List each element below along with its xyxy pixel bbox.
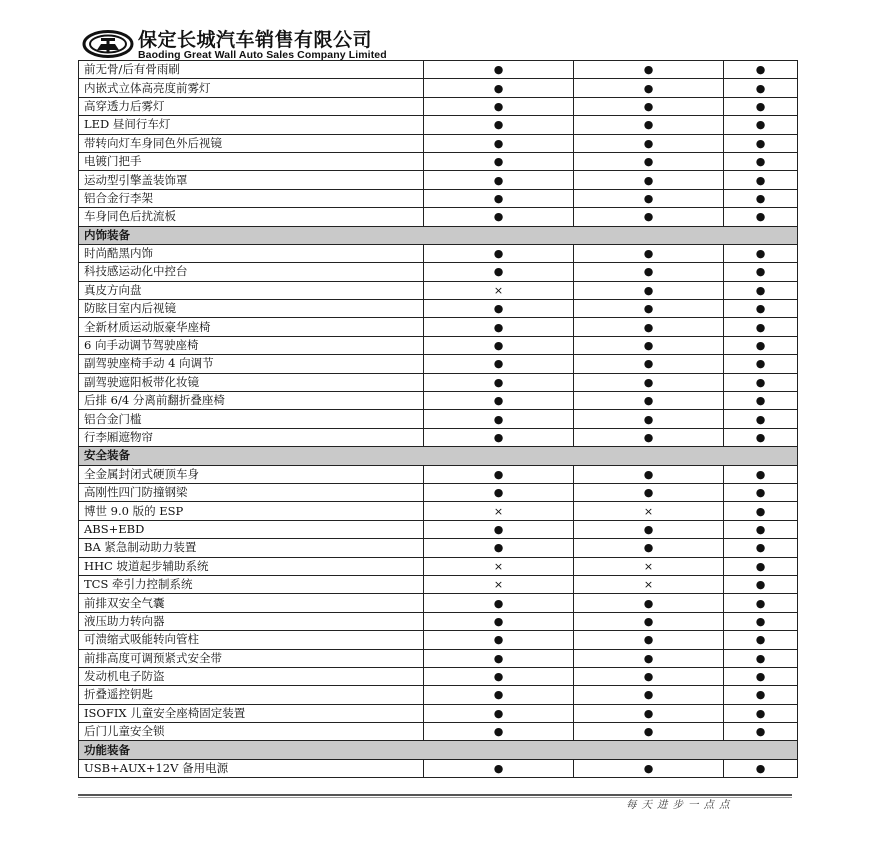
table-row bbox=[79, 300, 798, 318]
table-row bbox=[79, 263, 798, 281]
standard-mark: ● bbox=[424, 152, 574, 170]
table-row bbox=[79, 520, 798, 538]
table-row bbox=[79, 79, 798, 97]
page-header bbox=[82, 30, 387, 62]
table-row bbox=[79, 355, 798, 373]
feature-label: 发动机电子防盗 bbox=[79, 667, 424, 685]
feature-label: 前排双安全气囊 bbox=[79, 594, 424, 612]
standard-mark: ● bbox=[424, 649, 574, 667]
table-row bbox=[79, 152, 798, 170]
standard-mark: ● bbox=[574, 281, 724, 299]
feature-label: 车身同色后扰流板 bbox=[79, 208, 424, 226]
feature-label: 副驾驶座椅手动 4 向调节 bbox=[79, 355, 424, 373]
standard-mark: ● bbox=[724, 704, 798, 722]
standard-mark: ● bbox=[724, 428, 798, 446]
standard-mark: ● bbox=[574, 116, 724, 134]
standard-mark: ● bbox=[574, 520, 724, 538]
standard-mark: ● bbox=[424, 171, 574, 189]
company-name bbox=[138, 30, 387, 61]
standard-mark: ● bbox=[424, 116, 574, 134]
standard-mark: ● bbox=[424, 97, 574, 115]
standard-mark: ● bbox=[574, 152, 724, 170]
feature-label: 防眩目室内后视镜 bbox=[79, 300, 424, 318]
feature-label: 行李厢遮物帘 bbox=[79, 428, 424, 446]
section-header-row bbox=[79, 226, 798, 244]
standard-mark: ● bbox=[424, 667, 574, 685]
table-row bbox=[79, 723, 798, 741]
standard-mark: ● bbox=[424, 336, 574, 354]
standard-mark: ● bbox=[724, 300, 798, 318]
standard-mark: ● bbox=[724, 61, 798, 79]
feature-label: HHC 坡道起步辅助系统 bbox=[79, 557, 424, 575]
standard-mark: ● bbox=[724, 208, 798, 226]
standard-mark: ● bbox=[724, 336, 798, 354]
feature-label: 副驾驶遮阳板带化妆镜 bbox=[79, 373, 424, 391]
standard-mark: ● bbox=[574, 649, 724, 667]
table-row bbox=[79, 483, 798, 501]
standard-mark: ● bbox=[574, 263, 724, 281]
table-row bbox=[79, 281, 798, 299]
standard-mark: ● bbox=[724, 649, 798, 667]
not-available-mark: × bbox=[574, 557, 724, 575]
standard-mark: ● bbox=[424, 483, 574, 501]
table-row bbox=[79, 134, 798, 152]
standard-mark: ● bbox=[724, 465, 798, 483]
standard-mark: ● bbox=[724, 318, 798, 336]
standard-mark: ● bbox=[574, 79, 724, 97]
table-row bbox=[79, 704, 798, 722]
feature-label: 后门儿童安全锁 bbox=[79, 723, 424, 741]
feature-label: 电镀门把手 bbox=[79, 152, 424, 170]
standard-mark: ● bbox=[574, 392, 724, 410]
table-row bbox=[79, 61, 798, 79]
table-row bbox=[79, 428, 798, 446]
standard-mark: ● bbox=[574, 134, 724, 152]
standard-mark: ● bbox=[724, 502, 798, 520]
table-row bbox=[79, 612, 798, 630]
feature-label: 前无骨/后有骨雨刷 bbox=[79, 61, 424, 79]
standard-mark: ● bbox=[724, 244, 798, 262]
standard-mark: ● bbox=[724, 152, 798, 170]
standard-mark: ● bbox=[574, 483, 724, 501]
feature-label: 前排高度可调预紧式安全带 bbox=[79, 649, 424, 667]
feature-label: 后排 6/4 分离前翻折叠座椅 bbox=[79, 392, 424, 410]
standard-mark: ● bbox=[724, 594, 798, 612]
section-title: 功能装备 bbox=[79, 741, 798, 759]
standard-mark: ● bbox=[424, 612, 574, 630]
standard-mark: ● bbox=[724, 355, 798, 373]
table-row bbox=[79, 171, 798, 189]
standard-mark: ● bbox=[574, 355, 724, 373]
standard-mark: ● bbox=[724, 483, 798, 501]
feature-label: 博世 9.0 版的 ESP bbox=[79, 502, 424, 520]
standard-mark: ● bbox=[724, 263, 798, 281]
standard-mark: ● bbox=[424, 373, 574, 391]
standard-mark: ● bbox=[724, 520, 798, 538]
standard-mark: ● bbox=[574, 465, 724, 483]
standard-mark: ● bbox=[724, 686, 798, 704]
standard-mark: ● bbox=[724, 97, 798, 115]
standard-mark: ● bbox=[424, 465, 574, 483]
table-row bbox=[79, 539, 798, 557]
standard-mark: ● bbox=[724, 134, 798, 152]
standard-mark: ● bbox=[424, 61, 574, 79]
feature-label: USB+AUX+12V 备用电源 bbox=[79, 759, 424, 777]
standard-mark: ● bbox=[574, 686, 724, 704]
standard-mark: ● bbox=[424, 631, 574, 649]
standard-mark: ● bbox=[574, 189, 724, 207]
section-title: 内饰装备 bbox=[79, 226, 798, 244]
standard-mark: ● bbox=[574, 539, 724, 557]
spec-table-body bbox=[79, 61, 798, 778]
standard-mark: ● bbox=[724, 575, 798, 593]
table-row bbox=[79, 97, 798, 115]
standard-mark: ● bbox=[724, 392, 798, 410]
table-row bbox=[79, 318, 798, 336]
standard-mark: ● bbox=[574, 631, 724, 649]
feature-label: 液压助力转向器 bbox=[79, 612, 424, 630]
standard-mark: ● bbox=[424, 704, 574, 722]
standard-mark: ● bbox=[574, 410, 724, 428]
standard-mark: ● bbox=[574, 428, 724, 446]
standard-mark: ● bbox=[724, 171, 798, 189]
standard-mark: ● bbox=[424, 189, 574, 207]
standard-mark: ● bbox=[424, 263, 574, 281]
standard-mark: ● bbox=[724, 612, 798, 630]
table-row bbox=[79, 575, 798, 593]
great-wall-logo-icon bbox=[82, 30, 134, 58]
feature-label: 可溃缩式吸能转向管柱 bbox=[79, 631, 424, 649]
standard-mark: ● bbox=[574, 704, 724, 722]
table-row bbox=[79, 686, 798, 704]
feature-label: 6 向手动调节驾驶座椅 bbox=[79, 336, 424, 354]
company-name-en: Baoding Great Wall Auto Sales Company Limited bbox=[138, 49, 387, 61]
standard-mark: ● bbox=[424, 594, 574, 612]
section-title: 安全装备 bbox=[79, 447, 798, 465]
feature-label: 科技感运动化中控台 bbox=[79, 263, 424, 281]
table-row bbox=[79, 189, 798, 207]
feature-label: 真皮方向盘 bbox=[79, 281, 424, 299]
table-row bbox=[79, 557, 798, 575]
table-row bbox=[79, 667, 798, 685]
standard-mark: ● bbox=[724, 539, 798, 557]
table-row bbox=[79, 336, 798, 354]
standard-mark: ● bbox=[574, 594, 724, 612]
standard-mark: ● bbox=[724, 281, 798, 299]
not-available-mark: × bbox=[574, 575, 724, 593]
table-row bbox=[79, 208, 798, 226]
standard-mark: ● bbox=[724, 116, 798, 134]
feature-label: ABS+EBD bbox=[79, 520, 424, 538]
standard-mark: ● bbox=[724, 759, 798, 777]
standard-mark: ● bbox=[724, 373, 798, 391]
standard-mark: ● bbox=[574, 171, 724, 189]
feature-label: LED 昼间行车灯 bbox=[79, 116, 424, 134]
standard-mark: ● bbox=[424, 520, 574, 538]
feature-label: TCS 牵引力控制系统 bbox=[79, 575, 424, 593]
standard-mark: ● bbox=[574, 759, 724, 777]
company-name-cn: 保定长城汽车销售有限公司 bbox=[138, 29, 373, 51]
table-row bbox=[79, 594, 798, 612]
standard-mark: ● bbox=[424, 410, 574, 428]
feature-label: 高刚性四门防撞钢梁 bbox=[79, 483, 424, 501]
standard-mark: ● bbox=[424, 134, 574, 152]
standard-mark: ● bbox=[574, 723, 724, 741]
standard-mark: ● bbox=[574, 300, 724, 318]
feature-label: 铝合金行李架 bbox=[79, 189, 424, 207]
footer-slogan: 每天进步一点点 bbox=[626, 799, 735, 811]
not-available-mark: × bbox=[424, 557, 574, 575]
table-row bbox=[79, 649, 798, 667]
standard-mark: ● bbox=[574, 612, 724, 630]
feature-label: ISOFIX 儿童安全座椅固定装置 bbox=[79, 704, 424, 722]
spec-table bbox=[78, 60, 798, 778]
standard-mark: ● bbox=[574, 667, 724, 685]
standard-mark: ● bbox=[724, 189, 798, 207]
standard-mark: ● bbox=[574, 373, 724, 391]
standard-mark: ● bbox=[424, 686, 574, 704]
standard-mark: ● bbox=[424, 208, 574, 226]
standard-mark: ● bbox=[424, 759, 574, 777]
standard-mark: ● bbox=[724, 557, 798, 575]
standard-mark: ● bbox=[574, 61, 724, 79]
standard-mark: ● bbox=[424, 355, 574, 373]
table-row bbox=[79, 465, 798, 483]
standard-mark: ● bbox=[424, 244, 574, 262]
feature-label: BA 紧急制动助力装置 bbox=[79, 539, 424, 557]
feature-label: 高穿透力后雾灯 bbox=[79, 97, 424, 115]
section-header-row bbox=[79, 741, 798, 759]
table-row bbox=[79, 244, 798, 262]
standard-mark: ● bbox=[574, 97, 724, 115]
feature-label: 全金属封闭式硬顶车身 bbox=[79, 465, 424, 483]
standard-mark: ● bbox=[574, 336, 724, 354]
standard-mark: ● bbox=[424, 723, 574, 741]
table-row bbox=[79, 373, 798, 391]
not-available-mark: × bbox=[424, 575, 574, 593]
table-row bbox=[79, 502, 798, 520]
standard-mark: ● bbox=[724, 410, 798, 428]
table-row bbox=[79, 116, 798, 134]
section-header-row bbox=[79, 447, 798, 465]
footer-divider bbox=[78, 794, 792, 796]
standard-mark: ● bbox=[574, 318, 724, 336]
standard-mark: ● bbox=[724, 723, 798, 741]
table-row bbox=[79, 631, 798, 649]
standard-mark: ● bbox=[724, 631, 798, 649]
standard-mark: ● bbox=[574, 244, 724, 262]
feature-label: 时尚酷黑内饰 bbox=[79, 244, 424, 262]
standard-mark: ● bbox=[574, 208, 724, 226]
table-row bbox=[79, 392, 798, 410]
standard-mark: ● bbox=[424, 79, 574, 97]
feature-label: 铝合金门槛 bbox=[79, 410, 424, 428]
standard-mark: ● bbox=[424, 318, 574, 336]
standard-mark: ● bbox=[424, 392, 574, 410]
feature-label: 运动型引擎盖装饰罩 bbox=[79, 171, 424, 189]
feature-label: 带转向灯车身同色外后视镜 bbox=[79, 134, 424, 152]
table-row bbox=[79, 759, 798, 777]
standard-mark: ● bbox=[724, 667, 798, 685]
not-available-mark: × bbox=[424, 281, 574, 299]
feature-label: 折叠遥控钥匙 bbox=[79, 686, 424, 704]
table-row bbox=[79, 410, 798, 428]
feature-label: 内嵌式立体高亮度前雾灯 bbox=[79, 79, 424, 97]
standard-mark: ● bbox=[724, 79, 798, 97]
feature-label: 全新材质运动版豪华座椅 bbox=[79, 318, 424, 336]
standard-mark: ● bbox=[424, 539, 574, 557]
standard-mark: ● bbox=[424, 428, 574, 446]
not-available-mark: × bbox=[574, 502, 724, 520]
standard-mark: ● bbox=[424, 300, 574, 318]
not-available-mark: × bbox=[424, 502, 574, 520]
